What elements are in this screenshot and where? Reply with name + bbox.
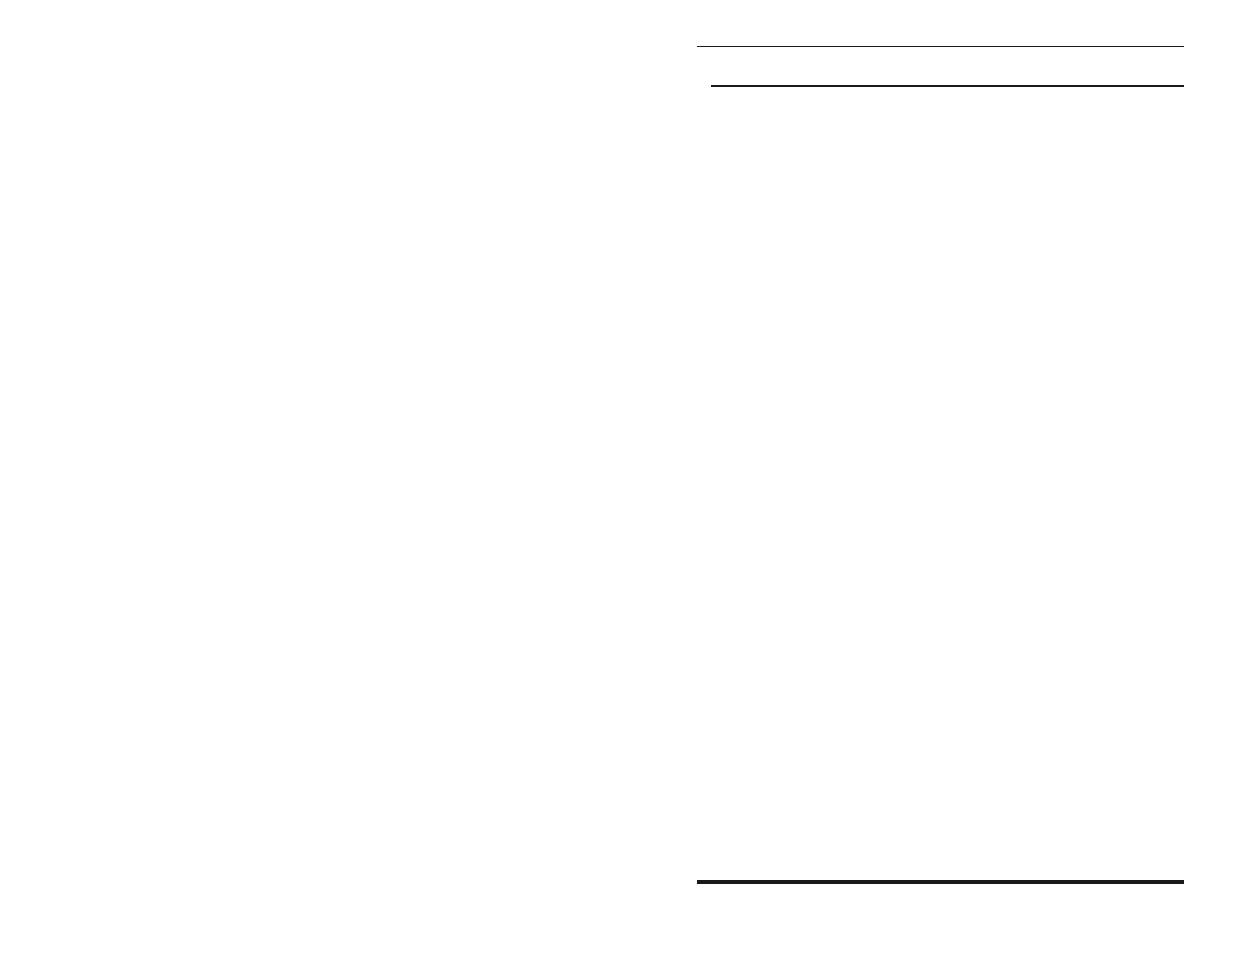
footer-rule: [697, 880, 1184, 884]
header-rule: [697, 46, 1184, 47]
manual-page: [697, 0, 1184, 954]
table-header-rule: [711, 85, 1184, 87]
